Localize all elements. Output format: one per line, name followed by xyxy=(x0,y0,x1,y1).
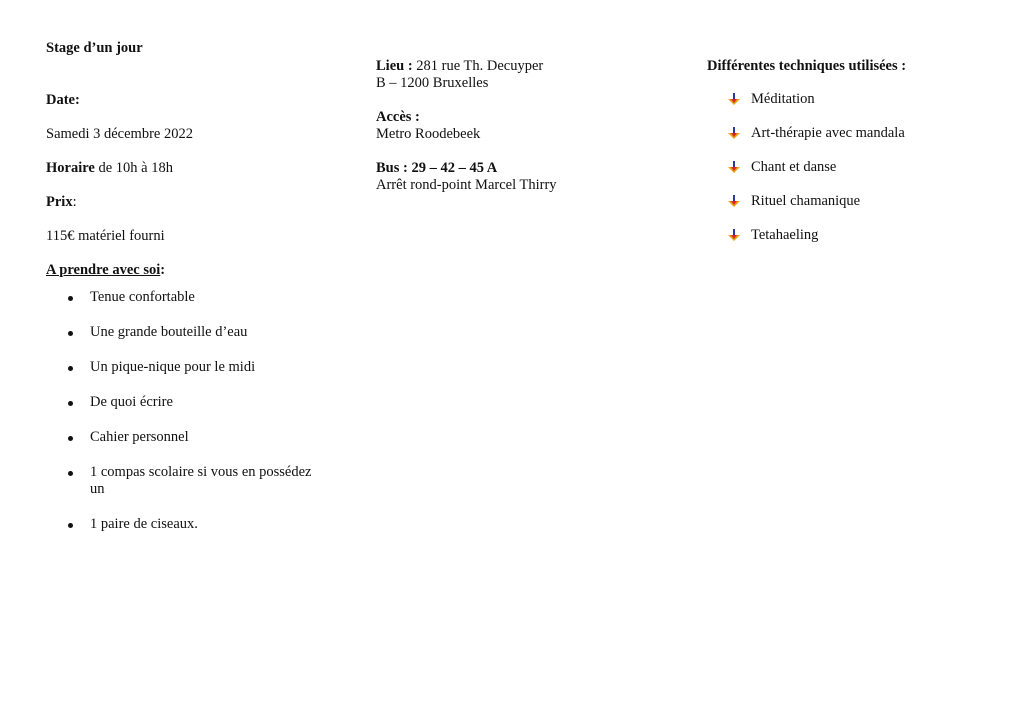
list-item-text: Tenue confortable xyxy=(90,289,195,305)
price-heading xyxy=(46,194,77,211)
access-label: Accès : xyxy=(376,109,420,125)
bullet-icon xyxy=(68,436,73,441)
price-label: Prix xyxy=(46,194,73,210)
bring-heading-colon: : xyxy=(160,262,166,278)
location-city: B – 1200 Bruxelles xyxy=(376,75,489,91)
list-item-text: 1 compas scolaire si vous en possédez un xyxy=(90,464,312,497)
hours-line xyxy=(46,160,173,177)
date-value: Samedi 3 décembre 2022 xyxy=(46,126,193,142)
arrow-down-icon xyxy=(728,93,740,105)
price-value: 115€ matériel fourni xyxy=(46,228,165,244)
bring-list xyxy=(46,289,336,551)
list-item xyxy=(46,394,336,411)
bullet-icon xyxy=(68,523,73,528)
list-item xyxy=(707,125,905,159)
list-item xyxy=(46,516,336,533)
bring-heading-text: A prendre avec soi xyxy=(46,262,161,278)
bus-block xyxy=(376,160,557,194)
hours-label: Horaire xyxy=(46,160,95,176)
list-item xyxy=(46,359,336,376)
arrow-down-icon xyxy=(728,127,740,139)
bullet-icon xyxy=(68,366,73,371)
list-item xyxy=(46,464,320,498)
technique-label: Chant et danse xyxy=(751,159,837,175)
technique-label: Tetahaeling xyxy=(751,227,819,243)
list-item xyxy=(707,159,905,193)
techniques-list xyxy=(707,91,905,261)
technique-label: Méditation xyxy=(751,91,815,107)
bullet-icon xyxy=(68,471,73,476)
location-address: 281 rue Th. Decuyper xyxy=(412,58,544,74)
list-item-text: De quoi écrire xyxy=(90,394,173,410)
bullet-icon xyxy=(68,401,73,406)
date-heading: Date: xyxy=(46,92,80,108)
arrow-down-icon xyxy=(728,229,740,241)
price-colon: : xyxy=(72,194,77,210)
access-block xyxy=(376,109,480,143)
technique-label: Rituel chamanique xyxy=(751,193,861,209)
bring-heading xyxy=(46,262,165,279)
list-item xyxy=(707,227,905,261)
arrow-down-icon xyxy=(728,161,740,173)
techniques-title: Différentes techniques utilisées : xyxy=(707,58,907,74)
list-item-text: 1 paire de ciseaux. xyxy=(90,516,198,532)
location-block xyxy=(376,58,543,92)
list-item-text: Un pique-nique pour le midi xyxy=(90,359,256,375)
list-item xyxy=(707,91,905,125)
bullet-icon xyxy=(68,296,73,301)
bus-label: Bus : 29 – 42 – 45 A xyxy=(376,160,498,176)
technique-label: Art-thérapie avec mandala xyxy=(751,125,905,141)
page-title: Stage d’un jour xyxy=(46,40,143,56)
arrow-down-icon xyxy=(728,195,740,207)
bus-stop: Arrêt rond-point Marcel Thirry xyxy=(376,177,557,193)
bullet-icon xyxy=(68,331,73,336)
list-item xyxy=(46,289,336,306)
access-value: Metro Roodebeek xyxy=(376,126,481,142)
list-item xyxy=(46,324,336,341)
hours-value: de 10h à 18h xyxy=(94,160,173,176)
list-item-text: Une grande bouteille d’eau xyxy=(90,324,248,340)
list-item-text: Cahier personnel xyxy=(90,429,189,445)
list-item xyxy=(707,193,905,227)
list-item xyxy=(46,429,336,446)
location-label: Lieu : xyxy=(376,58,413,74)
